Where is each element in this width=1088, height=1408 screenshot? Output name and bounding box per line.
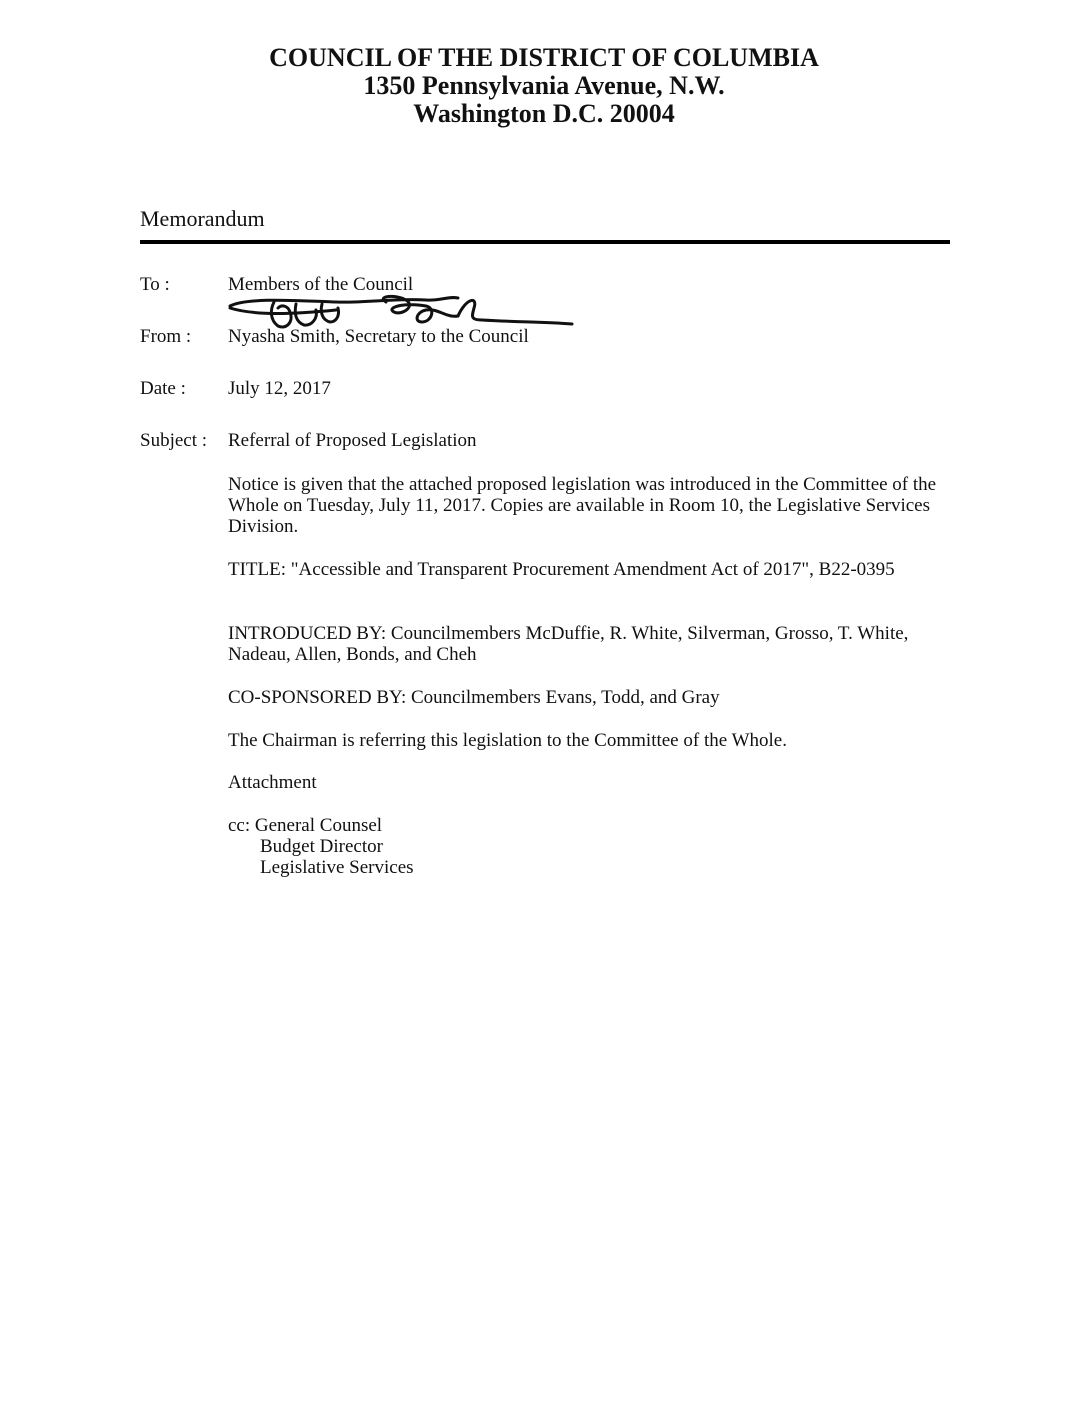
referral-paragraph: The Chairman is referring this legislation to the Committee of the Whole. xyxy=(228,730,787,751)
bill-title-paragraph: TITLE: "Accessible and Transparent Procurement Amendment Act of 2017", B22-0395 xyxy=(228,559,895,580)
letterhead xyxy=(0,44,1088,128)
from-label: From : xyxy=(140,326,192,347)
cc-legislative-services: Legislative Services xyxy=(260,857,414,878)
to-value: Members of the Council xyxy=(228,274,414,295)
letterhead-line-street: 1350 Pennsylvania Avenue, N.W. xyxy=(363,71,725,100)
notice-paragraph: Notice is given that the attached proposed legislation was introduced in the Committee of the Whole on Tuesday, July 11, 2017. Copies are available in Room 10, the Legislative Services Division. xyxy=(228,474,937,537)
cc-budget-director: Budget Director xyxy=(260,836,383,857)
date-value: July 12, 2017 xyxy=(228,378,331,399)
to-label: To : xyxy=(140,274,170,295)
cosponsored-by-paragraph: CO-SPONSORED BY: Councilmembers Evans, Todd, and Gray xyxy=(228,687,720,708)
cc-list xyxy=(228,815,948,878)
subject-label: Subject : xyxy=(140,430,208,451)
memo-title: Memorandum xyxy=(140,206,265,231)
letterhead-line-organization: COUNCIL OF THE DISTRICT OF COLUMBIA xyxy=(269,43,819,72)
subject-value: Referral of Proposed Legislation xyxy=(228,430,477,451)
introduced-by-paragraph: INTRODUCED BY: Councilmembers McDuffie, R. White, Silverman, Grosso, T. White, Nadeau, Allen, Bonds, and Cheh xyxy=(228,623,909,665)
cc-general-counsel: cc: General Counsel xyxy=(228,815,383,836)
from-value: Nyasha Smith, Secretary to the Council xyxy=(228,326,529,347)
header-divider xyxy=(140,240,950,244)
date-label: Date : xyxy=(140,378,186,399)
letterhead-line-city: Washington D.C. 20004 xyxy=(413,99,675,128)
attachment-label: Attachment xyxy=(228,772,317,793)
